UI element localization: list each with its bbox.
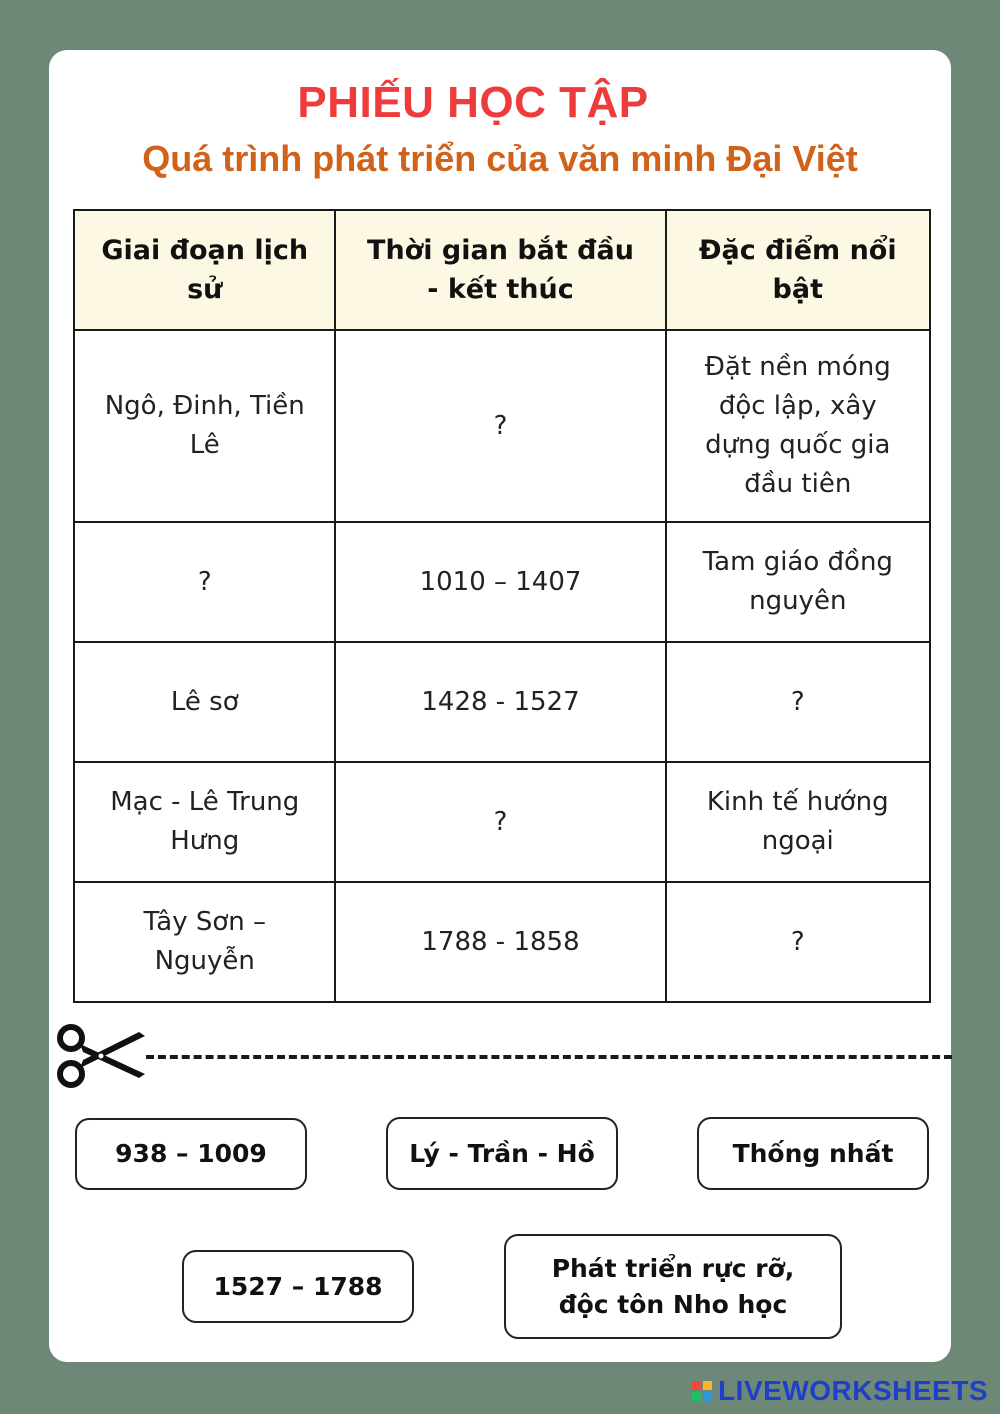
brand-footer xyxy=(692,1376,988,1406)
brand-name: LIVEWORKSHEETS xyxy=(718,1375,988,1406)
cell-time-drop-target[interactable]: ? xyxy=(335,762,665,882)
cell-feature: Tam giáo đồng nguyên xyxy=(666,522,930,642)
cell-time: 1428 - 1527 xyxy=(335,642,665,762)
answer-chip[interactable]: Thống nhất xyxy=(697,1117,929,1190)
cell-time: 1010 – 1407 xyxy=(335,522,665,642)
cell-feature: Đặt nền móng độc lập, xây dựng quốc gia đầu tiên xyxy=(666,330,930,522)
table-row xyxy=(74,882,930,1002)
cut-line xyxy=(146,1055,952,1059)
answer-chip[interactable]: 938 – 1009 xyxy=(75,1118,307,1190)
cell-period: Ngô, Đinh, Tiền Lê xyxy=(74,330,335,522)
table-row xyxy=(74,522,930,642)
table-header-row xyxy=(74,210,930,330)
cell-period: Lê sơ xyxy=(74,642,335,762)
answer-chip[interactable]: Phát triển rực rỡ, độc tôn Nho học xyxy=(504,1234,842,1339)
cell-period-drop-target[interactable]: ? xyxy=(74,522,335,642)
header-time: Thời gian bắt đầu - kết thúc xyxy=(335,210,665,330)
cell-feature-drop-target[interactable]: ? xyxy=(666,882,930,1002)
cell-period: Mạc - Lê Trung Hưng xyxy=(74,762,335,882)
header-feature: Đặc điểm nổi bật xyxy=(666,210,930,330)
table-row xyxy=(74,762,930,882)
worksheet-title: PHIẾU HỌC TẬP xyxy=(297,78,649,127)
history-table xyxy=(73,209,931,1003)
answer-chip[interactable]: Lý - Trần - Hồ xyxy=(386,1117,618,1190)
liveworksheets-logo-icon xyxy=(692,1381,712,1401)
answer-chip[interactable]: 1527 – 1788 xyxy=(182,1250,414,1323)
header-period: Giai đoạn lịch sử xyxy=(74,210,335,330)
cell-time-drop-target[interactable]: ? xyxy=(335,330,665,522)
cell-period: Tây Sơn – Nguyễn xyxy=(74,882,335,1002)
cell-feature-drop-target[interactable]: ? xyxy=(666,642,930,762)
table-row xyxy=(74,642,930,762)
cell-feature: Kinh tế hướng ngoại xyxy=(666,762,930,882)
table-row xyxy=(74,330,930,522)
cell-time: 1788 - 1858 xyxy=(335,882,665,1002)
worksheet-subtitle: Quá trình phát triển của văn minh Đại Việt xyxy=(142,138,858,179)
scissors-icon xyxy=(55,1022,147,1090)
